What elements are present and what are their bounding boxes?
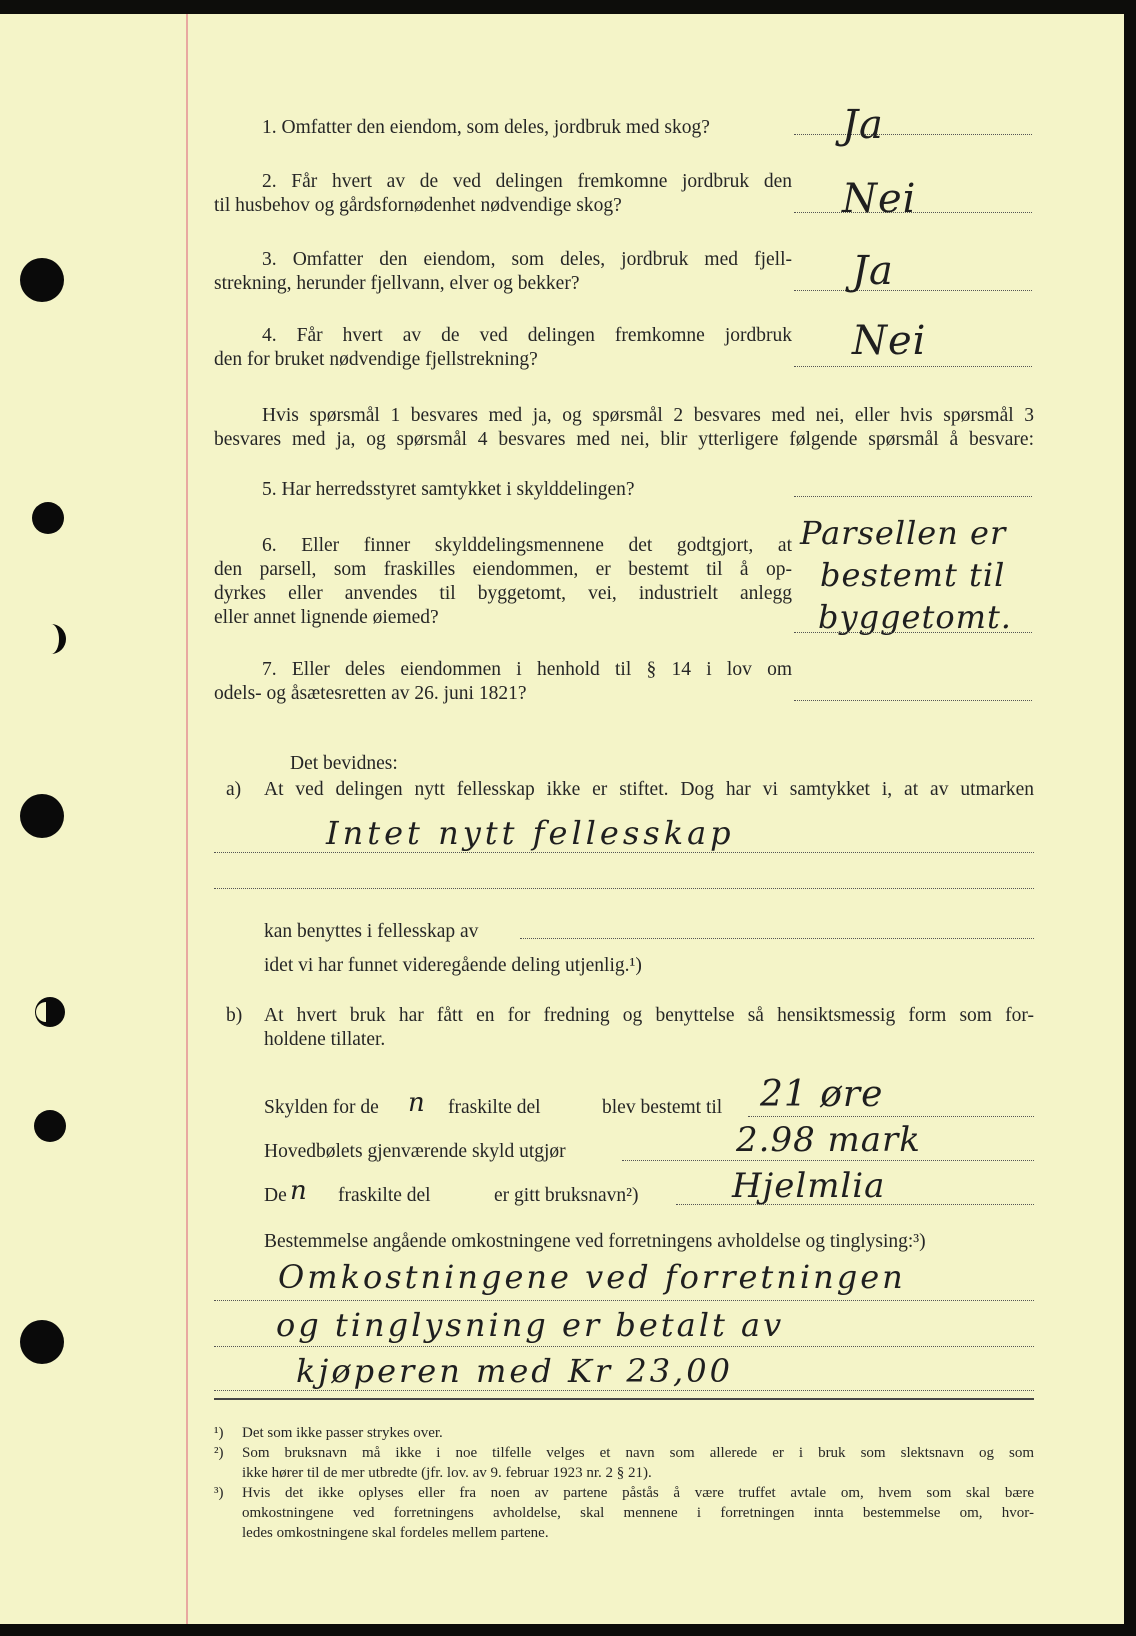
navn-mid: fraskilte del [338, 1185, 431, 1206]
punch-hole-partial [32, 994, 76, 1038]
answer-line [794, 366, 1032, 367]
punch-hole [20, 794, 64, 838]
fill-line [214, 1346, 1034, 1347]
fill-line [214, 888, 1034, 889]
answer-4: Nei [852, 318, 927, 364]
question-3-line-1: 3. Omfatter den eiendom, som deles, jordbruk med fjell- [262, 249, 792, 270]
punch-hole [20, 1320, 64, 1364]
footnote-3-mark: ³) [214, 1485, 224, 1501]
fill-line [214, 1390, 1034, 1391]
condition-line-2: besvares med ja, og spørsmål 4 besvares med nei, blir ytterligere følgende spørsmål å besvare: [214, 429, 1034, 450]
question-5: 5. Har herredsstyret samtykket i skylddelingen? [262, 479, 635, 500]
punch-hole [34, 1110, 66, 1142]
question-6-line-4: eller annet lignende øiemed? [214, 607, 439, 628]
answer-6-line-3: byggetomt. [818, 598, 1012, 636]
question-6-line-2: den parsell, som fraskilles eiendommen, er bestemt til å op- [214, 559, 792, 580]
punch-hole [32, 502, 64, 534]
answer-6-line-2: bestemt til [820, 556, 1006, 594]
fill-line [520, 938, 1034, 939]
fill-line [214, 1300, 1034, 1301]
footnote-1: Det som ikke passer strykes over. [242, 1425, 443, 1441]
attest-b-label: b) [226, 1005, 243, 1026]
skyld-value: 21 øre [760, 1074, 884, 1115]
answer-2: Nei [842, 176, 917, 222]
question-2-line-1: 2. Får hvert av de ved delingen fremkomne jordbruk den [262, 171, 792, 192]
footnote-rule [214, 1398, 1034, 1400]
navn-prefix: De [264, 1185, 287, 1206]
cost-line-1: Omkostningene ved forretningen [278, 1258, 906, 1296]
condition-line-1: Hvis spørsmål 1 besvares med ja, og spørsmål 2 besvares med nei, eller hvis spørsmål 3 [262, 405, 1034, 426]
footnote-3-line-1: Hvis det ikke oplyses eller fra noen av partene påstås å være truffet avtale om, hvem som skal bære [242, 1485, 1034, 1501]
answer-line [794, 134, 1032, 135]
navn-value: Hjelmlia [732, 1166, 886, 1206]
document-page [0, 14, 1124, 1624]
navn-label: er gitt bruksnavn²) [494, 1185, 639, 1206]
cost-label: Bestemmelse angående omkostningene ved forretningens avholdelse og tinglysing:³) [264, 1231, 926, 1252]
attest-a-label: a) [226, 779, 242, 800]
fill-line [214, 852, 1034, 853]
answer-3: Ja [852, 248, 894, 294]
attest-a-line-3: idet vi har funnet videregående deling utjenlig.¹) [264, 955, 642, 976]
skyld-prefix: Skylden for de [264, 1097, 379, 1118]
navn-hand-suffix: n [290, 1176, 308, 1206]
attest-b-line-2: holdene tillater. [264, 1029, 386, 1050]
answer-line [794, 632, 1032, 633]
cost-line-3: kjøperen med Kr 23,00 [296, 1352, 733, 1390]
question-6-line-3: dyrkes eller anvendes til byggetomt, vei, industrielt anlegg [214, 583, 792, 604]
footnote-3-line-3: ledes omkostningene skal fordeles mellem partene. [242, 1525, 549, 1541]
skyld-mid: fraskilte del [448, 1097, 541, 1118]
question-4-line-1: 4. Får hvert av de ved delingen fremkomne jordbruk [262, 325, 792, 346]
fill-line [622, 1160, 1034, 1161]
attest-a-line-2: kan benyttes i fellesskap av [264, 921, 479, 942]
attest-heading: Det bevidnes: [290, 753, 398, 774]
hoved-value: 2.98 mark [736, 1120, 921, 1160]
question-2-line-2: til husbehov og gårdsfornødenhet nødvendige skog? [214, 195, 622, 216]
footnote-2-line-2: ikke hører til de mer utbredte (jfr. lov. av 9. februar 1923 nr. 2 § 21). [242, 1465, 652, 1481]
attest-a-handwritten: Intet nytt fellesskap [326, 814, 735, 852]
question-7-line-2: odels- og åsætesretten av 26. juni 1821? [214, 683, 527, 704]
footnote-2-mark: ²) [214, 1445, 224, 1461]
hoved-label: Hovedbølets gjenværende skyld utgjør [264, 1141, 566, 1162]
cost-line-2: og tinglysning er betalt av [276, 1306, 785, 1344]
attest-a-text: At ved delingen nytt fellesskap ikke er stiftet. Dog har vi samtykket i, at av utmarken [264, 779, 1034, 800]
footnote-2-line-1: Som bruksnavn må ikke i noe tilfelle velges et navn som allerede er i bruk som slektsnavn og som [242, 1445, 1034, 1461]
question-1: 1. Omfatter den eiendom, som deles, jordbruk med skog? [262, 117, 710, 138]
attest-b-line-1: At hvert bruk har fått en for fredning og benyttelse så hensiktsmessig form som for- [264, 1005, 1034, 1026]
answer-line [794, 496, 1032, 497]
fill-line [676, 1204, 1034, 1205]
footnote-1-mark: ¹) [214, 1425, 224, 1441]
punch-hole-partial [34, 622, 78, 666]
answer-line [794, 290, 1032, 291]
question-7-line-1: 7. Eller deles eiendommen i henhold til § 14 i lov om [262, 659, 792, 680]
fill-line [748, 1116, 1034, 1117]
question-3-line-2: strekning, herunder fjellvann, elver og bekker? [214, 273, 580, 294]
skyld-label: blev bestemt til [602, 1097, 723, 1118]
answer-line [794, 700, 1032, 701]
answer-6-line-1: Parsellen er [800, 514, 1007, 552]
punch-hole [20, 258, 64, 302]
skyld-hand-suffix: n [408, 1088, 426, 1118]
question-6-line-1: 6. Eller finner skylddelingsmennene det godtgjort, at [262, 535, 792, 556]
answer-1: Ja [842, 102, 884, 148]
question-4-line-2: den for bruket nødvendige fjellstrekning? [214, 349, 538, 370]
margin-line [186, 14, 188, 1624]
footnote-3-line-2: omkostningene ved forretningens avholdelse, skal mennene i forretningen innta bestemmelse om, hvor- [242, 1505, 1034, 1521]
